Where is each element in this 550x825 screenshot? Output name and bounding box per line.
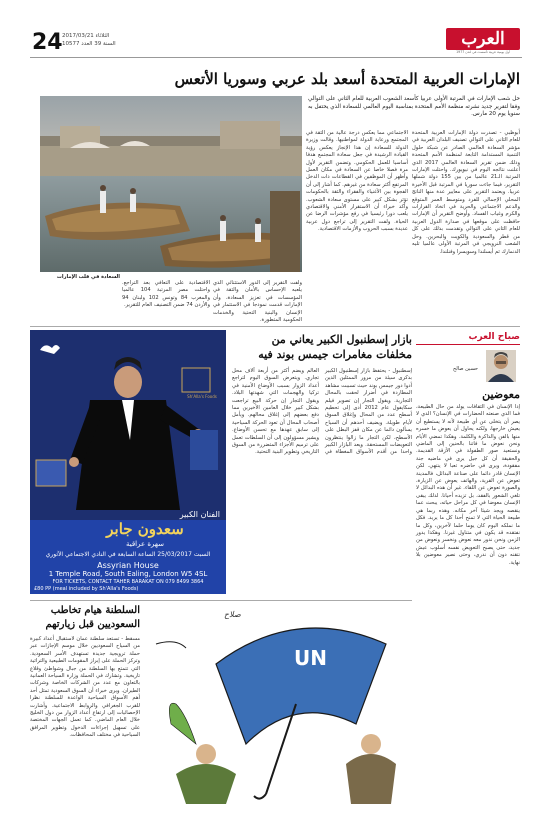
logo-tagline: أول يومية عربية تأسست في لندن 1977 (456, 50, 510, 54)
photo-caption: السعادة في قلب الإمارات (56, 274, 120, 280)
issue-date: الثلاثاء 2017/03/21 (62, 33, 110, 39)
page-number: 24 (32, 30, 63, 55)
ad-subtitle: سهرة عراقية (125, 540, 165, 548)
issue-number: السنة 39 العدد 10577 (62, 41, 116, 47)
section-divider (30, 326, 520, 327)
cartoon-un-sign: UN (294, 646, 327, 670)
ad-singer-en (30, 330, 31, 331)
bazaar-body: إسطنبول - يحتفظ بازار إسطنبول الكبير بذكرى سيئة من مرور الممثلين الذين أدوا دور جيمس بوند حيث تسببت مشاهد المطاردة في أضرار لحقت بالمحال التجارية. ويقول التجار إن تصوير فيلم سكايفول عام 2012 أدى إلى تحطيم أسطح عدد من المحال وإغلاق السوق لأيام طويلة. ويضيف أحدهم أن السياح يسألون دائما عن مكان قفز البطل على الأسطح، لكن التجار ما زالوا ينتظرون التعويضات المستحقة. ويعد البازار الكبير واحدا من أقدم الأسواق المغطاة في العالم ويضم أكثر من أربعة آلاف محل تجاري. ويتعرض السوق اليوم لتراجع أعداد الزوار بسبب الأوضاع الأمنية في تركيا والهجمات التي شهدتها البلاد. ويقول التجار إن حركة البيع تراجعت بشكل كبير خلال العامين الأخيرين مما دفع بعضهم إلى إغلاق محالهم. ويأمل أصحاب المحال أن تعود الحركة السياحية إلى سابق عهدها مع تحسن الأوضاع. ويشير مسؤولون إلى أن السلطات تعمل على ترميم الأجزاء المتضررة من السوق التاريخي وتطوير البنية التحتية. (232, 368, 413, 456)
column-rule (416, 344, 520, 345)
section-divider-2 (30, 600, 412, 601)
ad-price: £80 PP (meal included by Sh'Alla's Foods) (34, 586, 139, 592)
newspaper-logo (446, 28, 520, 50)
main-body-col4: ولفت التقرير إلى الدور الاستثنائي الذي يلعبه الإحساس بالأمان والثقة في المؤسسات في تعزيز السعادة، وأن الإمارات قدمت نموذجا في الاستثمار في الإنسان والبنية التحتية والخدمات الحكومية المتطورة. (213, 280, 302, 324)
ad-venue: Assyrian House (97, 561, 159, 570)
ad-address: 1 Temple Road, South Ealing, London W5 4SL (48, 570, 208, 578)
author-avatar (486, 350, 516, 382)
main-deck: حل شعب الإمارات في المرتبة الأولى عربيا كأسعد الشعوب العربية للعام الثاني على التوالي وفقا لتقرير جديد نشرته منظمة الأمم المتحدة بمناسبة اليوم العالمي للسعادة الذي يحتفل به سنويا يوم 20 مارس. (308, 96, 520, 118)
oman-headline: السلطنة هيام تخاطب السعوديين قبل زيارتهم (45, 605, 140, 630)
column-title: معوضين (482, 388, 520, 401)
main-headline: الإمارات العربية المتحدة أسعد بلد عربي وسوريا الأتعس (174, 70, 520, 88)
column-body: إذا الإنسان في الثقافات يولد من حال الطبيعة، فما الذي صنعته الحضارات في الإنسان؟ الذي لا يصر أن يتخلى عن أي طبيعة لأنه لا يستطيع أن يعيش خارجها، ولكنه يحاول أن يعوض ما خسره منها بالفن والذاكرة والكلمة. وهكذا تمضي الأيام ونحن نعوض ما فاتنا بالحنين إلى الماضي ونستعيد صور الطفولة في الأزقة القديمة. والحقيقة أن كل جيل يرى في ماضيه جنة مفقودة، ويرى في حاضره تعبا لا ينتهي. لكن الإنسان قادر دائما على صناعة البدائل، فالمدينة تعوض عن القرية، والهاتف يعوض عن الزيارة، والصورة تعوض عن اللقاء. غير أن هذه البدائل لا تلغي الشعور بالفقد، بل تزيده أحيانا. لذلك يبقى الإنسان معوضا في كل مراحل حياته، يبحث عما ينقصه ويجد شيئا آخر مكانه. وهذه ربما هي طبيعة الحياة التي لا تمنح أحدا كل ما يريد. فكل ما نملكه اليوم كان يوما حلما لآخرين، وكل ما نفتقده قد يكون في متناول غيرنا. وهكذا يدور الزمن ونحن ندور معه نعوض ونخسر ونعوض من جديد، حتى يصبح التعويض نفسه أسلوب عيش نتقنه دون أن ندري، وحتى نصير معوضين بلا نهاية. (416, 404, 520, 566)
ad-singer-name: سعدون جابر (106, 520, 184, 538)
masthead (0, 0, 550, 58)
main-body-col5: الاقتصادية على التعافي بعد التراجع. واحتلت مصر المرتبة 104 عالميا والمغرب 84 وتونس 102 ولبنان 94 والأردن 74 ضمن التصنيف العام للتقرير. (122, 280, 210, 309)
main-body-col1: أبوظبي - تصدرت دولة الإمارات العربية المتحدة للعام الثاني على التوالي تصنيف البلدان العربية في مؤشر السعادة العالمي الصادر عن شبكة حلول التنمية المستدامة التابعة لمنظمة الأمم المتحدة وذلك ضمن تقرير السعادة العالمي 2017 الذي أعلنت نتائجه اليوم في نيويورك. واحتلت الإمارات المرتبة الـ21 عالميا من بين 155 دولة شملها التقرير، فيما جاءت سوريا في المرتبة قبل الأخيرة عربيا. ويعتمد التقرير على معايير عدة منها الناتج المحلي الإجمالي للفرد ومتوسط العمر المتوقع والدعم الاجتماعي والحرية في اتخاذ القرارات والكرم وغياب الفساد. وأوضح التقرير أن الإمارات حافظت على موقعها في صدارة الدول العربية للعام الثاني على التوالي وتقدمت بذلك على كل من قطر والسعودية والكويت والبحرين. وحل الشعب النرويجي في المرتبة الأولى عالميا تليه الدنمارك ثم أيسلندا وسويسرا وفنلندا. (412, 130, 520, 255)
column-section-title: صباح العرب (468, 332, 520, 342)
un-cartoon (146, 604, 412, 812)
column-author: حسين صالح (453, 366, 478, 372)
logo-text: العرب (461, 29, 505, 49)
cartoon-drawing (146, 604, 412, 812)
ad-singer-title: الفنان الكبير (179, 510, 220, 519)
photo-lake-boats (40, 96, 302, 272)
bazaar-headline: بازار إسطنبول الكبير يعاني من مخلفات مغامرات جيمس بوند فيه (258, 333, 412, 361)
ad-tickets: FOR TICKETS, CONTACT TAHER BARAKAT ON 079 8499 3864 (52, 579, 204, 585)
ad-brand: Sh'Alla's Foods (187, 394, 217, 399)
ad-date-line: السبت 25/03/2017 الساعة السابعة في النادي الاجتماعي الآثوري (45, 551, 211, 558)
main-body-col2: الاجتماعي مما يعكس درجة عالية من الثقة في المجتمع ورعاية الدولة لمواطنيها. وقالت وزيرة الدولة للسعادة إن هذا الإنجاز يعكس رؤية القيادة الرشيدة في جعل سعادة المجتمع هدفا أساسيا للعمل الحكومي. وتضمن التقرير لأول مرة فصلا خاصا عن السعادة في مكان العمل وأظهر أن الموظفين في القطاعات ذات الدخل المرتفع أكثر سعادة من غيرهم. كما أشار إلى أن الفجوة بين الأغنياء والفقراء والثقة بالحكومات تؤثر بشكل كبير على مستوى سعادة الشعوب. وأكد خبراء أن الاستقرار الأمني والاقتصادي يلعب دورا رئيسيا في رفع مؤشرات الرضا عن الحياة. ولفت التقرير إلى تراجع دول عربية عديدة بسبب الحروب والأزمات الاقتصادية. (306, 130, 408, 233)
header-divider (30, 57, 522, 58)
column-section (416, 330, 520, 810)
oman-body: مسقط - تستعد سلطنة عمان لاستقبال أعداد كبيرة من السياح السعوديين خلال موسم الإجازات عبر حملة ترويجية جديدة تستهدف الأسر السعودية. وتركز الحملة على إبراز المقومات الطبيعية والتراثية التي تتمتع بها السلطنة من جبال وشواطئ وقلاع تاريخية. وتشارك في الحملة وزارة السياحة العمانية بالتعاون مع عدد من الشركات الخاصة وشركات الطيران. ويرى خبراء أن السوق السعودية تمثل أحد أهم الأسواق السياحية الواعدة للسلطنة نظرا للقرب الجغرافي والروابط الاجتماعية. وأشارت الإحصائيات إلى ارتفاع أعداد الزوار من دول الخليج خلال العام الماضي. كما تعمل الجهات المختصة على تسهيل إجراءات الدخول وتطوير المرافق السياحية في مختلف المحافظات. (30, 636, 140, 739)
concert-ad (30, 330, 226, 594)
cartoon-signature: صلاح (224, 610, 241, 619)
photo-illustration (40, 96, 302, 272)
